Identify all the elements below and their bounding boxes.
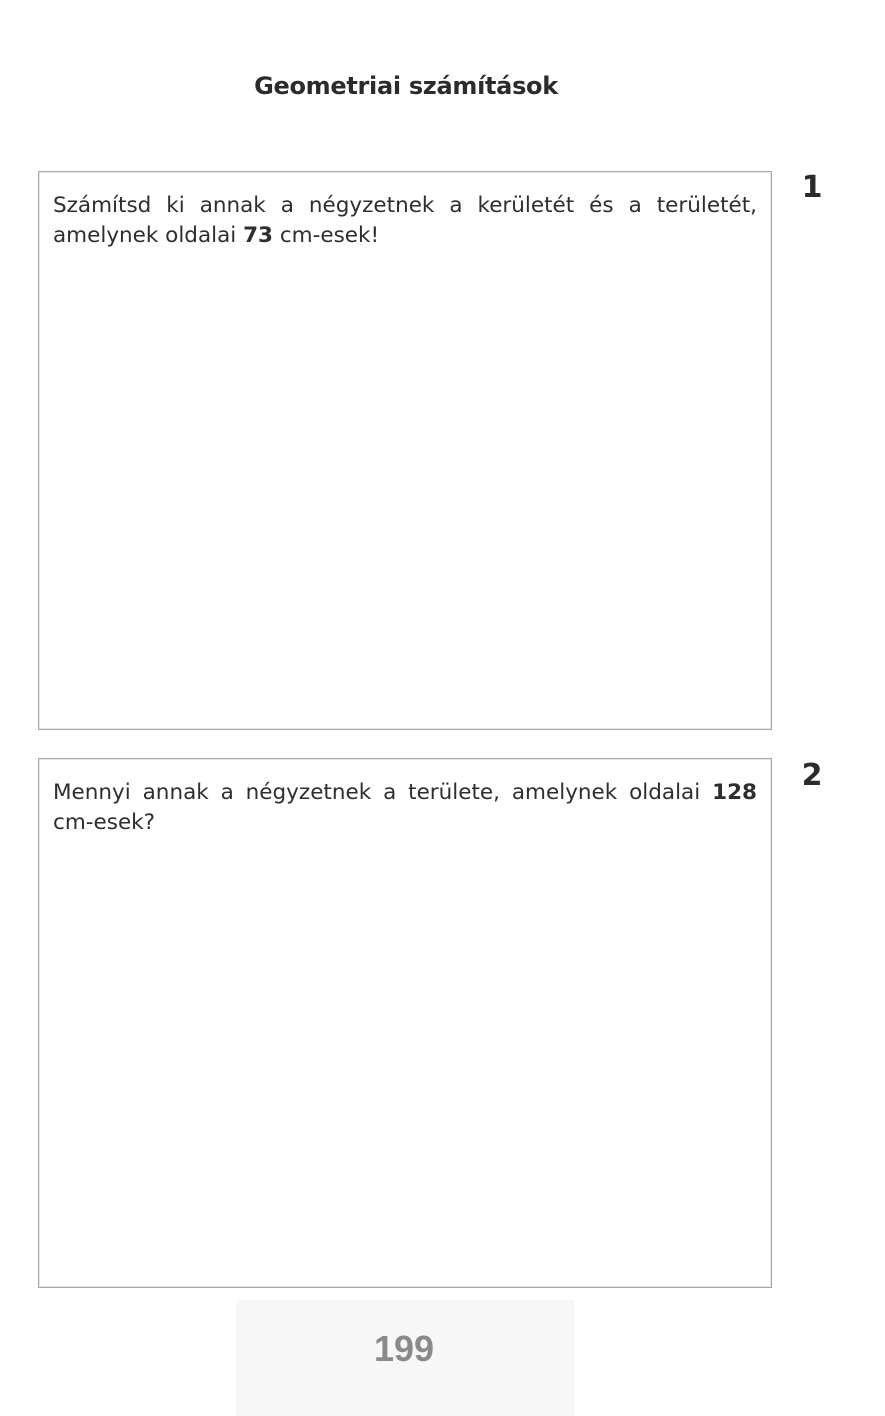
exercise-1-value: 73 [243,223,274,248]
exercise-number-2: 2 [801,758,823,793]
exercise-text-2-part-b: cm-esek? [53,810,156,835]
page-number: 199 [373,1328,435,1369]
exercise-answer-box-1[interactable] [38,171,772,730]
page-title: Geometriai számítások [254,72,558,100]
exercise-text-2-part-a: Mennyi annak a négyzetnek a területe, amelynek oldalai [53,780,713,805]
exercise-text-2 [53,778,757,838]
exercise-text-1-part-b: cm-esek! [273,223,380,248]
exercise-number-1: 1 [801,170,823,205]
exercise-text-1-part-a: Számítsd ki annak a négyzetnek a kerületét és a területét, amelynek oldalai [53,193,757,248]
exercise-text-1 [53,191,757,251]
exercise-answer-box-2[interactable] [38,758,772,1288]
exercise-2-value: 128 [712,780,757,805]
